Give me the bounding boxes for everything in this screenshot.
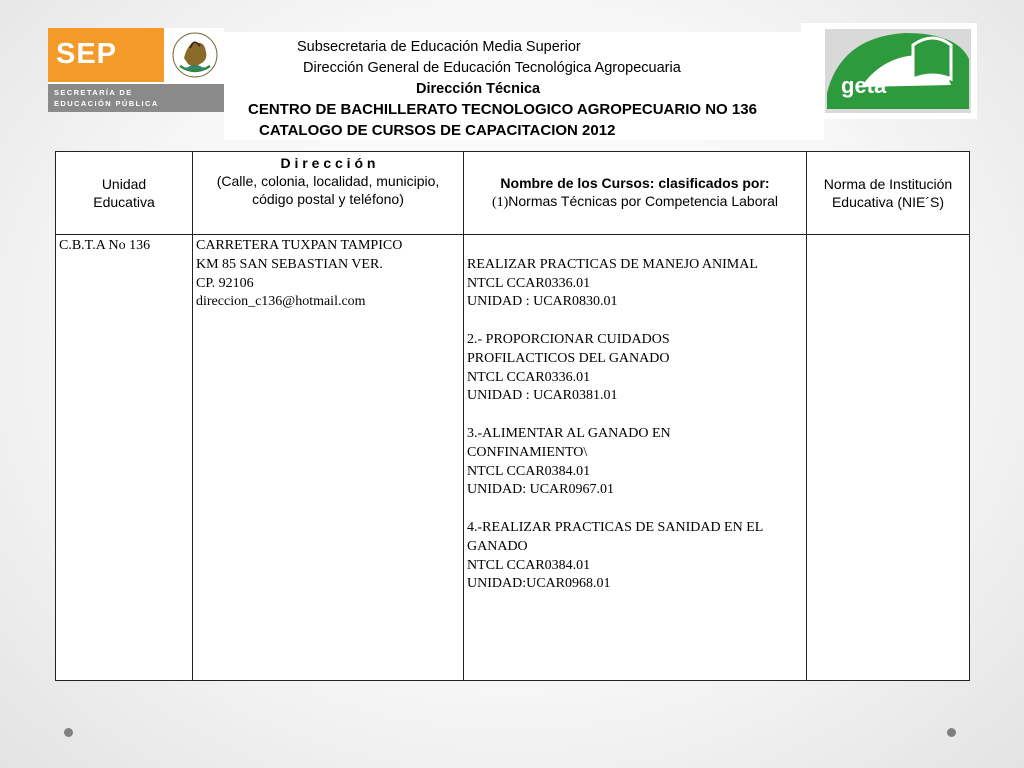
course-3 [467,425,803,500]
header-cursos-title: Nombre de los Cursos: clasificados por: [500,175,770,191]
header-nombre-cursos [464,152,807,235]
table-row [56,235,970,681]
unidad-value: C.B.T.A No 136 [59,238,151,253]
course-line: UNIDAD : UCAR0381.01 [467,388,618,404]
courses-catalog-table [55,151,970,681]
spacer [467,312,803,331]
mexico-seal-icon [166,28,224,82]
direccion-line: CARRETERA TUXPAN TAMPICO [196,238,403,253]
course-line: PROFILACTICOS DEL GANADO [467,350,670,366]
cell-cursos [464,235,807,681]
sep-logo-line2: EDUCACIÓN PÚBLICA [54,99,159,108]
sep-logo [48,28,224,112]
spacer [467,406,803,425]
course-1 [467,256,803,312]
course-line: UNIDAD : UCAR0830.01 [467,294,618,310]
table-header-row [56,152,970,235]
header-direccion [193,152,464,235]
header-norma-institucion [807,152,970,235]
header-cursos-subtitle [466,192,804,212]
direccion-line: KM 85 SAN SEBASTIAN VER. [196,256,383,272]
header-line-centro: CENTRO DE BACHILLERATO TECNOLOGICO AGROPECUARIO NO 136 [248,101,757,118]
cell-norma [807,235,970,681]
header-cursos-sub: Normas Técnicas por Competencia Laboral [508,193,779,209]
header-norma-line2: Educativa (NIE´S) [831,194,945,210]
course-line: NTCL CCAR0336.01 [467,275,591,291]
header-box [224,32,824,140]
course-line: NTCL CCAR0384.01 [467,463,591,479]
dgeta-logo [801,23,977,119]
header-line-catalogo: CATALOGO DE CURSOS DE CAPACITACION 2012 [259,122,616,139]
course-line: UNIDAD:UCAR0968.01 [467,576,611,592]
header-direccion-line1: (Calle, colonia, localidad, municipio, [216,173,440,189]
sep-logo-line1: SECRETARÍA DE [54,88,133,97]
header-line-direccion-tecnica: Dirección Técnica [416,81,541,97]
header-direccion-title: D i r e c c i ó n [280,155,376,171]
slide-dot-right [947,728,956,737]
header-cursos-number: (1) [491,195,509,210]
course-line: CONFINAMIENTO\ [467,444,588,460]
header-unidad-line1: Unidad [101,176,147,192]
cell-unidad [56,235,193,681]
course-4 [467,519,803,594]
header-line-direccion-general: Dirección General de Educación Tecnológica Agropecuaria [303,60,681,76]
direccion-email: direccion_c136@hotmail.com [196,294,366,310]
spacer [467,237,803,256]
cell-direccion [193,235,464,681]
sep-logo-gray-band [48,84,224,112]
direccion-line: CP. 92106 [196,275,254,291]
course-line: NTCL CCAR0384.01 [467,557,591,573]
header-line-subsecretaria: Subsecretaria de Educación Media Superior [297,39,581,55]
course-line: 4.-REALIZAR PRACTICAS DE SANIDAD EN EL [467,519,764,535]
sep-logo-word: SEP [56,38,118,70]
spacer [467,500,803,519]
course-line: 3.-ALIMENTAR AL GANADO EN [467,425,671,441]
header-direccion-line2: código postal y teléfono) [252,191,404,207]
course-line: GANADO [467,538,528,554]
header-unidad-educativa [56,152,193,235]
course-line: NTCL CCAR0336.01 [467,369,591,385]
course-2 [467,331,803,406]
sep-logo-orange-block [48,28,164,82]
course-line: REALIZAR PRACTICAS DE MANEJO ANIMAL [467,256,758,272]
course-line: 2.- PROPORCIONAR CUIDADOS [467,331,670,347]
header-norma-line1: Norma de Institución [823,176,953,192]
dgeta-logo-word: geta [841,73,887,98]
slide-dot-left [64,728,73,737]
course-line: UNIDAD: UCAR0967.01 [467,482,614,498]
header-unidad-line2: Educativa [93,194,155,210]
